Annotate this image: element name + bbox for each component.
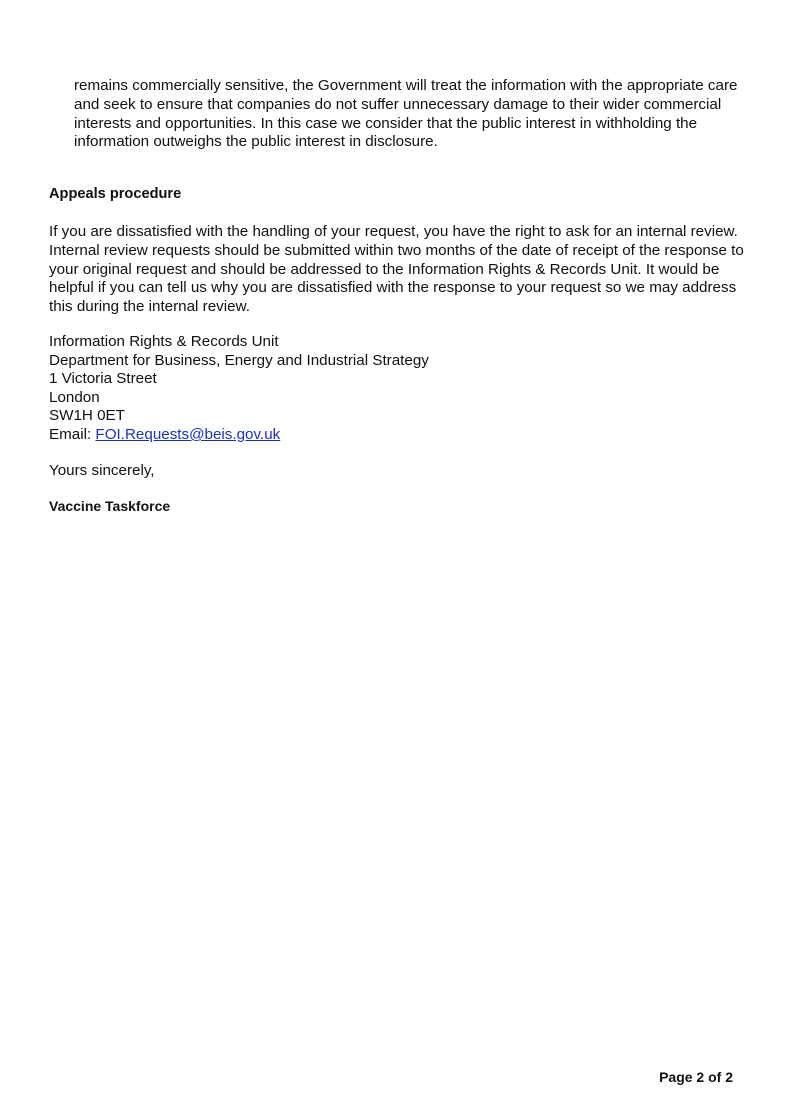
address-postcode: SW1H 0ET <box>49 407 125 425</box>
address-department: Department for Business, Energy and Industrial Strategy <box>49 351 429 369</box>
address-email-line <box>49 426 429 445</box>
page-number: Page 2 of 2 <box>659 1069 733 1085</box>
email-label: Email: <box>49 425 96 443</box>
appeals-paragraph: If you are dissatisfied with the handling of your request, you have the right to ask for an internal review. Internal review requests should be submitted within two months of the date of receipt of the response to your original request and should be addressed to the Information Rights & Records Unit. It would be helpful if you can tell us why you are dissatisfied with the response to your request so we may address this during the internal review. <box>49 223 744 316</box>
appeals-heading: Appeals procedure <box>49 186 182 202</box>
address-unit: Information Rights & Records Unit <box>49 333 279 350</box>
address-block <box>49 333 429 445</box>
email-link[interactable]: FOI.Requests@beis.gov.uk <box>95 425 281 443</box>
address-city: London <box>49 388 100 406</box>
signature: Vaccine Taskforce <box>49 498 171 514</box>
address-street: 1 Victoria Street <box>49 370 157 388</box>
closing-line: Yours sincerely, <box>49 462 155 479</box>
continuation-paragraph: remains commercially sensitive, the Government will treat the information with the appropriate care and seek to ensure that companies do not suffer unnecessary damage to their wider commercial interests and opportunities. In this case we consider that the public interest in withholding the information outweighs the public interest in disclosure. <box>74 77 738 151</box>
